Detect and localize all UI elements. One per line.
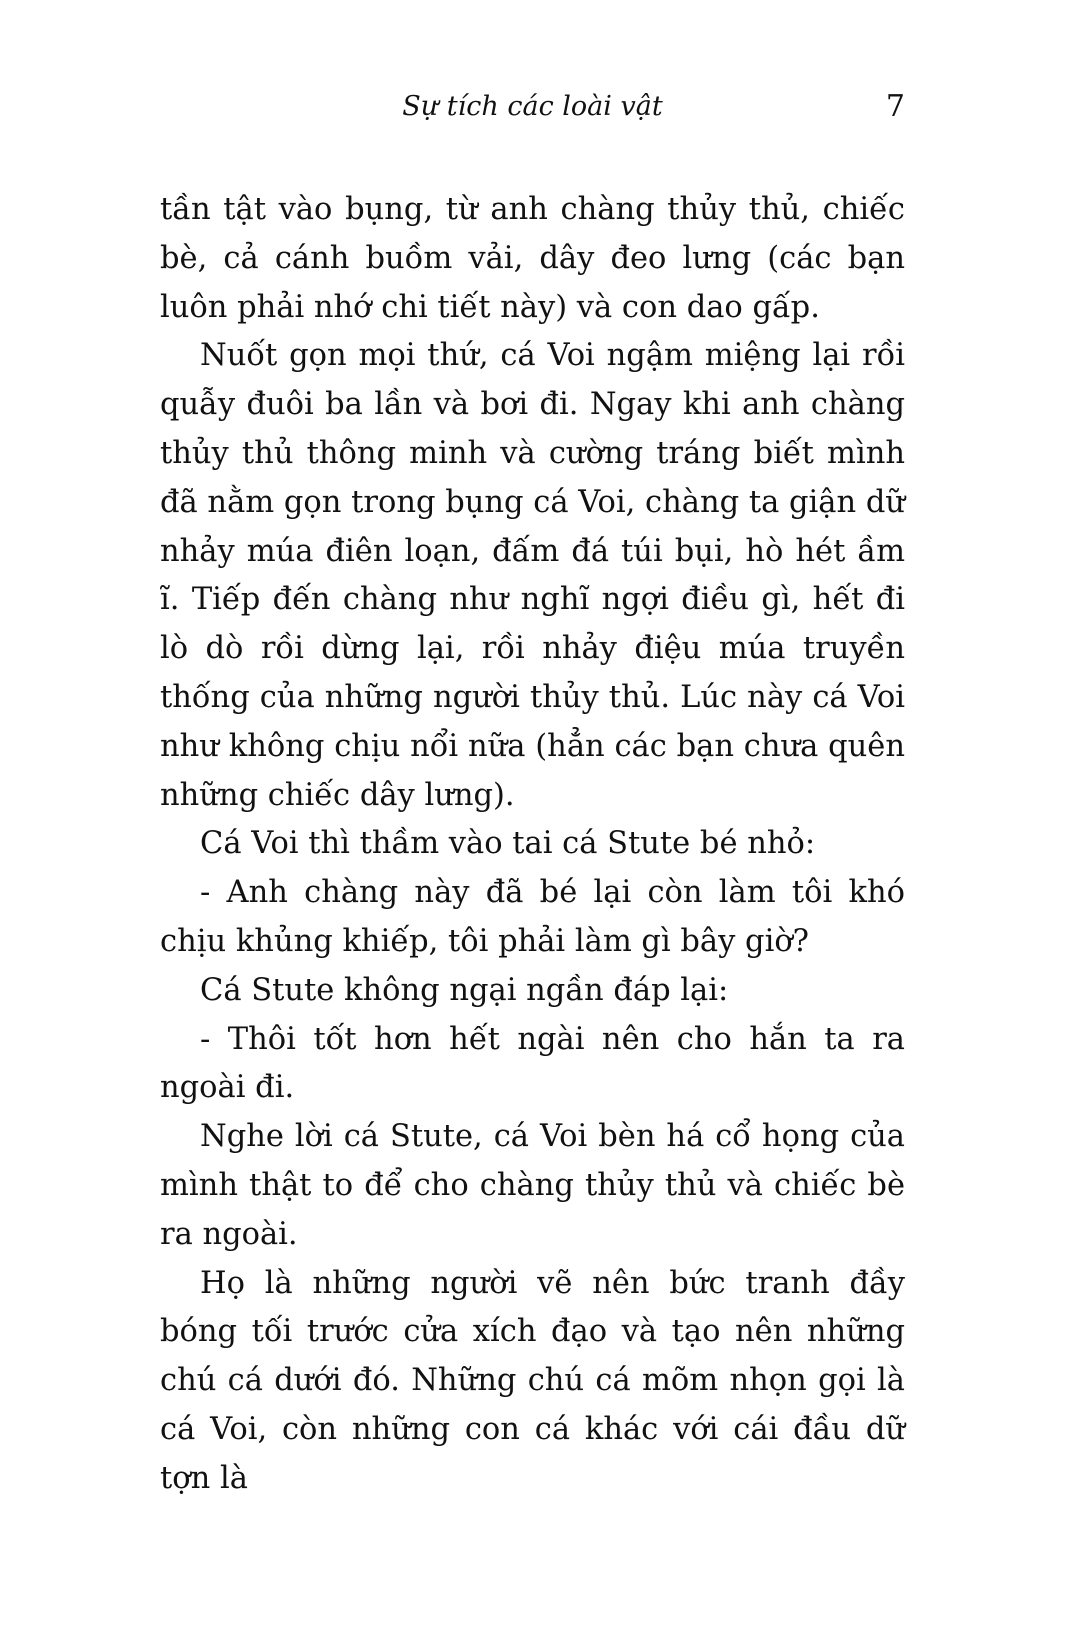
paragraph-continuation: tần tật vào bụng, từ anh chàng thủy thủ, chiếc bè, cả cánh buồm vải, dây đeo lưng (các bạn luôn phải nhớ chi tiết này) và con dao gấp. xyxy=(160,192,905,325)
paragraph: Cá Stute không ngại ngần đáp lại: xyxy=(200,972,729,1008)
paragraph: Nghe lời cá Stute, cá Voi bèn há cổ họng của mình thật to để cho chàng thủy thủ và chiếc bè ra ngoài. xyxy=(160,1119,905,1252)
page-number: 7 xyxy=(885,89,905,124)
dialogue-line: - Anh chàng này đã bé lại còn làm tôi khó chịu khủng khiếp, tôi phải làm gì bây giờ? xyxy=(160,875,905,959)
dialogue-line: - Thôi tốt hơn hết ngài nên cho hắn ta ra ngoài đi. xyxy=(160,1021,905,1106)
body-text xyxy=(160,186,905,1504)
paragraph: Cá Voi thì thầm vào tai cá Stute bé nhỏ: xyxy=(200,826,816,862)
paragraph: Họ là những người vẽ nên bức tranh đầy bóng tối trước cửa xích đạo và tạo nên những chú cá dưới đó. Những chú cá mõm nhọn gọi là cá Voi, còn những con cá khác với cái đầu dữ tợn là xyxy=(160,1265,905,1496)
paragraph: Nuốt gọn mọi thứ, cá Voi ngậm miệng lại rồi quẫy đuôi ba lần và bơi đi. Ngay khi anh chàng thủy thủ thông minh và cường tráng biết mình đã nằm gọn trong bụng cá Voi, chàng ta giận dữ nhảy múa điên loạn, đấm đá túi bụi, hò hét ầm ĩ. Tiếp đến chàng như nghĩ ngợi điều gì, hết đi lò dò rồi dừng lại, rồi nhảy điệu múa truyền thống của những người thủy thủ. Lúc này cá Voi như không chịu nổi nữa (hẳn các bạn chưa quên những chiếc dây lưng). xyxy=(160,338,905,813)
running-title: Sự tích các loài vật xyxy=(402,91,663,122)
page-header xyxy=(160,82,905,132)
